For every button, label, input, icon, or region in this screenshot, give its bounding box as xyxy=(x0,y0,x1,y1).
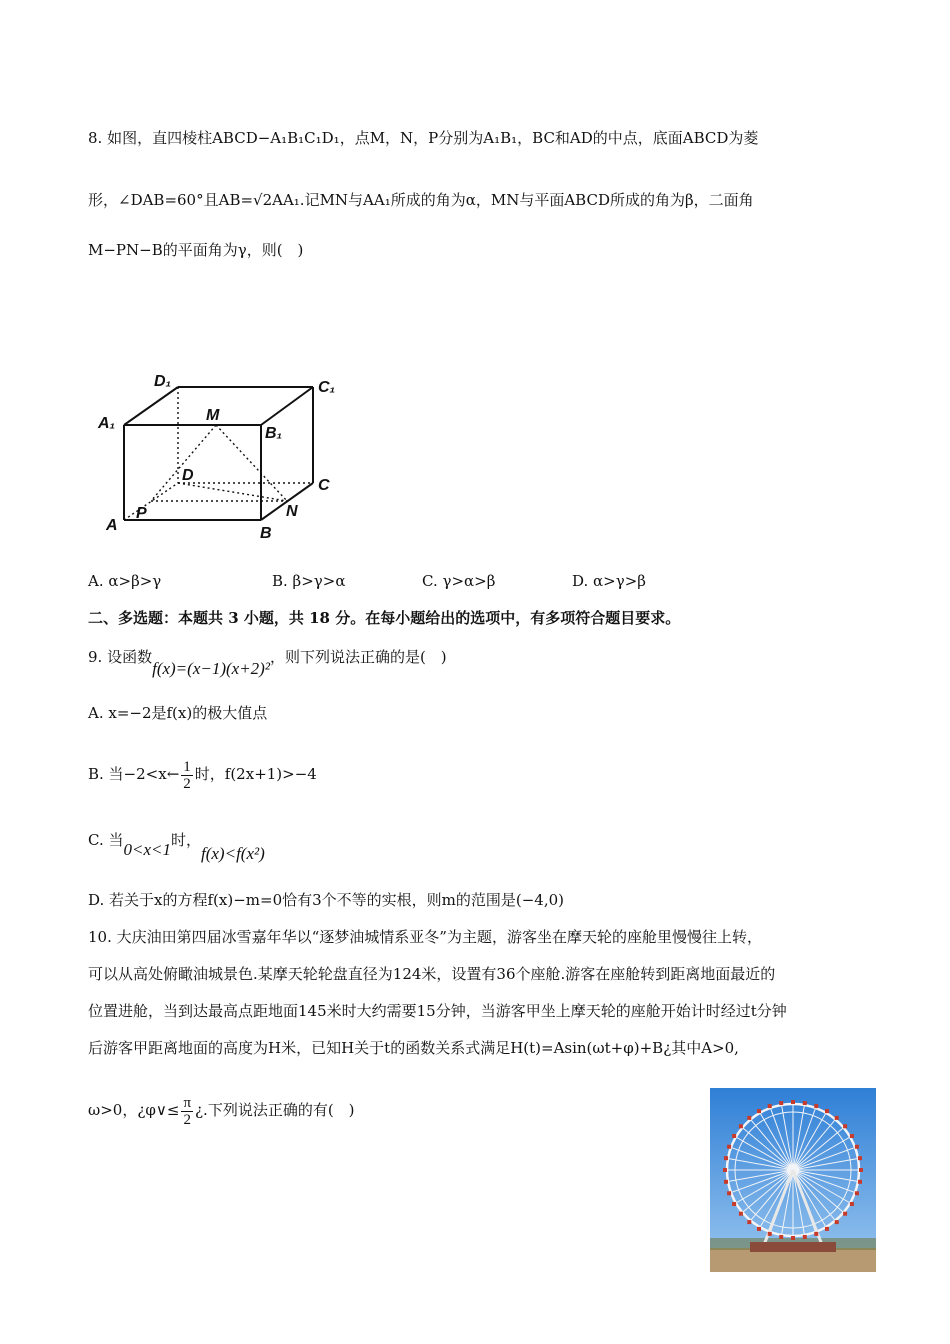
label-D: D xyxy=(182,467,194,484)
wheel-cabin xyxy=(732,1202,736,1206)
wheel-cabin xyxy=(855,1145,859,1149)
q10-line-2: 可以从高处俯瞰油城景色.某摩天轮轮盘直径为124米，设置有36个座舱.游客在座舱转到距离地面最近的 xyxy=(88,965,776,983)
wheel-cabin xyxy=(855,1191,859,1195)
wheel-cabin xyxy=(757,1109,761,1113)
label-D1: D₁ xyxy=(154,373,172,390)
q9-option-b[interactable] xyxy=(88,754,317,794)
q8-option-a[interactable]: A. α>β>γ xyxy=(88,572,162,590)
wheel-cabin xyxy=(850,1202,854,1206)
label-P: P xyxy=(136,505,147,522)
q9-stem-formula: f(x)=(x−1)(x+2)² xyxy=(152,659,270,678)
wheel-cabin xyxy=(825,1109,829,1113)
q8-option-d[interactable]: D. α>γ>β xyxy=(572,572,646,590)
wheel-cabin xyxy=(757,1227,761,1231)
q9-stem-prefix: 9. 设函数 xyxy=(88,648,153,666)
label-C: C xyxy=(318,477,330,494)
wheel-cabin xyxy=(779,1235,783,1239)
q9-option-d[interactable]: D. 若关于x的方程f(x)−m=0恰有3个不等的实根，则m的范围是(−4,0) xyxy=(88,891,565,909)
q9-option-c-mid: 时， xyxy=(170,831,201,849)
prism-figure xyxy=(96,368,356,544)
q10-line-5-fraction xyxy=(181,1095,193,1128)
fraction-denominator: 2 xyxy=(183,775,191,792)
wheel-cabin xyxy=(850,1134,854,1138)
q10-line-5 xyxy=(88,1088,355,1132)
label-B1: B₁ xyxy=(265,425,283,442)
wheel-cabin xyxy=(791,1236,795,1240)
wheel-cabin xyxy=(791,1100,795,1104)
wheel-cabin xyxy=(768,1104,772,1108)
wheel-cabin xyxy=(779,1101,783,1105)
q8-line-2: 形，∠DAB=60°且AB=√2AA₁.记MN与AA₁所成的角为α，MN与平面ABCD所成的角为β，二面角 xyxy=(88,191,754,209)
q10-line-5-prefix: ω>0，¿φ∨≤ xyxy=(88,1101,180,1119)
wheel-cabin xyxy=(724,1156,728,1160)
wheel-cabin xyxy=(732,1134,736,1138)
wheel-cabin xyxy=(858,1156,862,1160)
label-C1: C₁ xyxy=(318,379,336,396)
wheel-cabin xyxy=(835,1116,839,1120)
q8-line-3: M−PN−B的平面角为γ，则( ) xyxy=(88,241,304,259)
wheel-cabin xyxy=(843,1212,847,1216)
wheel-cabin xyxy=(747,1220,751,1224)
q9-stem-suffix: ，则下列说法正确的是( ) xyxy=(269,648,447,666)
wheel-cabin xyxy=(825,1227,829,1231)
q10-line-5-suffix: ¿.下列说法正确的有( ) xyxy=(195,1101,355,1119)
wheel-cabin xyxy=(803,1235,807,1239)
fraction-numerator: 1 xyxy=(183,758,191,775)
fraction-denominator: 2 xyxy=(183,1111,191,1128)
q10-line-4: 后游客甲距离地面的高度为H米，已知H关于t的函数关系式满足H(t)=Asin(ωt+φ)+B¿其中A>0, xyxy=(88,1039,739,1057)
wheel-cabin xyxy=(723,1168,727,1172)
q8-option-b[interactable]: B. β>γ>α xyxy=(272,572,346,590)
q8-option-c[interactable]: C. γ>α>β xyxy=(422,572,496,590)
ferris-wheel-photo xyxy=(710,1088,876,1272)
wheel-cabin xyxy=(727,1145,731,1149)
wheel-cabin xyxy=(814,1232,818,1236)
wheel-cabin xyxy=(835,1220,839,1224)
section-2-heading: 二、多选题：本题共 3 小题，共 18 分。在每小题给出的选项中，有多项符合题目要求。 xyxy=(88,609,681,627)
wheel-cabin xyxy=(858,1180,862,1184)
wheel-cabin xyxy=(843,1124,847,1128)
label-A1: A₁ xyxy=(98,415,116,432)
q8-line-1: 8. 如图，直四棱柱ABCD−A₁B₁C₁D₁，点M，N，P分别为A₁B₁，BC和AD的中点，底面ABCD为菱 xyxy=(88,129,759,147)
wheel-cabin xyxy=(859,1168,863,1172)
wheel-cabin xyxy=(739,1212,743,1216)
q9-option-c-prefix: C. 当 xyxy=(88,831,124,849)
fraction-numerator: π xyxy=(183,1094,192,1111)
wheel-cabin xyxy=(803,1101,807,1105)
wheel-cabin xyxy=(814,1104,818,1108)
q9-option-c-range: 0<x<1 xyxy=(123,840,171,859)
q9-option-b-fraction xyxy=(181,759,193,792)
wheel-cabin xyxy=(768,1232,772,1236)
label-B: B xyxy=(260,525,272,542)
q9-stem xyxy=(88,645,447,678)
label-A: A xyxy=(106,517,118,534)
q9-option-b-suffix: 时，f(2x+1)>−4 xyxy=(194,765,317,783)
label-N: N xyxy=(286,503,298,520)
q9-option-c-formula: f(x)<f(x²) xyxy=(201,844,265,863)
q10-line-1: 10. 大庆油田第四届冰雪嘉年华以“逐梦油城情系亚冬”为主题，游客坐在摩天轮的座舱里慢慢往上转， xyxy=(88,928,762,946)
q9-option-c[interactable] xyxy=(88,828,265,863)
wheel-cabin xyxy=(727,1191,731,1195)
wheel-cabin xyxy=(747,1116,751,1120)
q10-line-3: 位置进舱，当到达最高点距地面145米时大约需要15分钟，当游客甲坐上摩天轮的座舱开始计时经过t分钟 xyxy=(88,1002,787,1020)
wheel-cabin xyxy=(739,1124,743,1128)
q9-option-a[interactable]: A. x=−2是f(x)的极大值点 xyxy=(88,704,268,722)
q9-option-b-prefix: B. 当−2<x← xyxy=(88,765,180,783)
label-M: M xyxy=(206,407,220,424)
wheel-cabin xyxy=(724,1180,728,1184)
